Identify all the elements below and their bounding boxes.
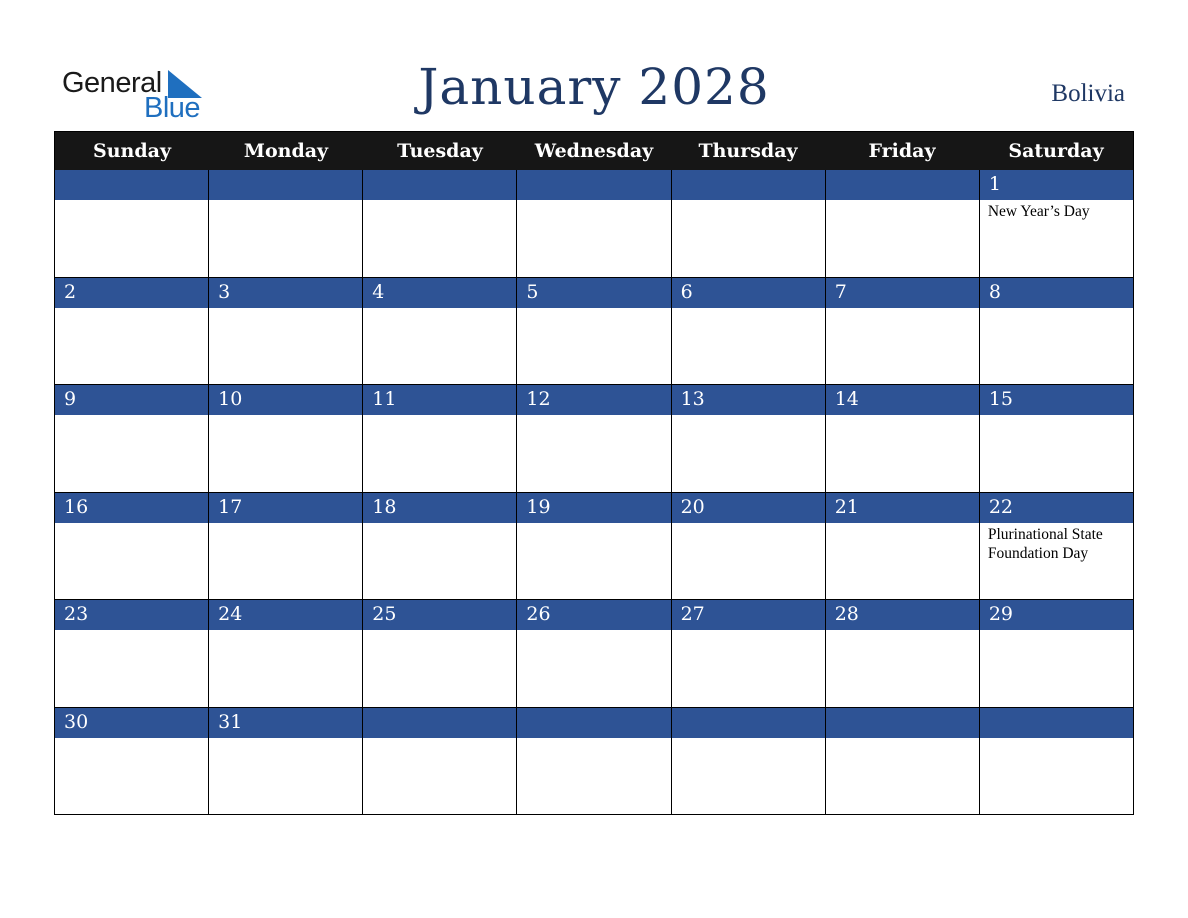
day-number: 3 [209, 278, 362, 308]
day-number: 29 [980, 600, 1133, 630]
calendar-day-cell [208, 385, 362, 493]
holiday-label [980, 630, 1133, 707]
holiday-label [209, 738, 362, 816]
calendar-day-cell [825, 170, 979, 278]
holiday-label [672, 308, 825, 385]
day-number: 23 [55, 600, 208, 630]
calendar-day-cell [825, 708, 979, 816]
weekday-header: Tuesday [397, 140, 483, 162]
day-number: 31 [209, 708, 362, 738]
holiday-label [672, 630, 825, 707]
calendar-day-cell [979, 385, 1133, 493]
calendar-day-cell [362, 385, 516, 493]
holiday-label [980, 415, 1133, 492]
calendar-day-cell [208, 278, 362, 386]
calendar-day-cell [55, 600, 208, 708]
day-number: 21 [826, 493, 979, 523]
holiday-label [517, 523, 670, 600]
calendar-day-cell [979, 708, 1133, 816]
calendar-day-cell [825, 600, 979, 708]
day-number: 2 [55, 278, 208, 308]
day-number [55, 170, 208, 200]
holiday-label [363, 415, 516, 492]
holiday-label [517, 415, 670, 492]
calendar-day-cell [55, 278, 208, 386]
day-number: 15 [980, 385, 1133, 415]
holiday-label [363, 200, 516, 277]
calendar-day-cell [825, 278, 979, 386]
calendar-day-cell [979, 170, 1133, 278]
holiday-label [826, 200, 979, 277]
calendar-day-cell [516, 493, 670, 601]
calendar-day-cell [671, 385, 825, 493]
day-number: 12 [517, 385, 670, 415]
calendar-day-cell [979, 278, 1133, 386]
day-number [517, 708, 670, 738]
day-number: 7 [826, 278, 979, 308]
holiday-label [209, 415, 362, 492]
weekday-header: Sunday [93, 140, 171, 162]
weekday-header: Thursday [698, 140, 798, 162]
weekday-header-row [55, 132, 1133, 170]
day-number: 20 [672, 493, 825, 523]
day-number [363, 708, 516, 738]
calendar-day-cell [825, 385, 979, 493]
calendar-day-cell [671, 708, 825, 816]
day-number: 11 [363, 385, 516, 415]
holiday-label [55, 630, 208, 707]
calendar-day-cell [55, 708, 208, 816]
country-label: Bolivia [1051, 80, 1125, 107]
day-number [672, 170, 825, 200]
holiday-label [826, 523, 979, 600]
holiday-label [209, 523, 362, 600]
calendar-day-cell [208, 708, 362, 816]
calendar-day-cell [671, 278, 825, 386]
day-number: 27 [672, 600, 825, 630]
day-number [672, 708, 825, 738]
day-number: 1 [980, 170, 1133, 200]
holiday-label [209, 630, 362, 707]
holiday-label [55, 415, 208, 492]
holiday-label [55, 523, 208, 600]
calendar-week-row [55, 708, 1133, 816]
holiday-label [363, 630, 516, 707]
calendar-week-row [55, 278, 1133, 386]
calendar-day-cell [362, 278, 516, 386]
calendar-day-cell [55, 493, 208, 601]
calendar-day-cell [362, 708, 516, 816]
day-number: 17 [209, 493, 362, 523]
calendar-day-cell [671, 600, 825, 708]
calendar-day-cell [55, 385, 208, 493]
day-number [517, 170, 670, 200]
holiday-label [517, 308, 670, 385]
calendar-day-cell [362, 493, 516, 601]
holiday-label [209, 200, 362, 277]
calendar-day-cell [516, 278, 670, 386]
weeks-container [55, 170, 1133, 815]
holiday-label [826, 308, 979, 385]
day-number: 9 [55, 385, 208, 415]
calendar-day-cell [671, 170, 825, 278]
day-number [363, 170, 516, 200]
calendar-week-row [55, 385, 1133, 493]
day-number: 6 [672, 278, 825, 308]
day-number: 8 [980, 278, 1133, 308]
calendar-day-cell [671, 493, 825, 601]
holiday-label: Plurinational State Foundation Day [987, 525, 1103, 562]
day-number: 19 [517, 493, 670, 523]
day-number: 18 [363, 493, 516, 523]
holiday-label [980, 308, 1133, 385]
holiday-label [672, 523, 825, 600]
holiday-label [980, 738, 1133, 816]
logo-text-general: General [62, 67, 162, 99]
day-number: 5 [517, 278, 670, 308]
holiday-label [672, 200, 825, 277]
weekday-header: Friday [868, 140, 936, 162]
weekday-header: Wednesday [534, 140, 654, 162]
calendar-day-cell [362, 600, 516, 708]
calendar-day-cell [979, 600, 1133, 708]
holiday-label [209, 308, 362, 385]
day-number [980, 708, 1133, 738]
holiday-label [363, 738, 516, 816]
calendar-title: January 2028 [418, 58, 770, 116]
day-number: 30 [55, 708, 208, 738]
day-number: 25 [363, 600, 516, 630]
weekday-header: Monday [243, 140, 329, 162]
holiday-label [826, 630, 979, 707]
calendar-day-cell [55, 170, 208, 278]
day-number: 16 [55, 493, 208, 523]
day-number: 22 [980, 493, 1133, 523]
day-number: 10 [209, 385, 362, 415]
calendar-day-cell [979, 493, 1133, 601]
holiday-label [672, 415, 825, 492]
holiday-label [55, 200, 208, 277]
holiday-label [55, 308, 208, 385]
day-number: 4 [363, 278, 516, 308]
calendar-day-cell [362, 170, 516, 278]
holiday-label [672, 738, 825, 816]
day-number [826, 170, 979, 200]
calendar-week-row [55, 493, 1133, 601]
calendar-week-row [55, 170, 1133, 278]
holiday-label [826, 415, 979, 492]
holiday-label: New Year’s Day [987, 203, 1090, 220]
day-number: 13 [672, 385, 825, 415]
calendar-day-cell [208, 493, 362, 601]
holiday-label [826, 738, 979, 816]
holiday-label [517, 200, 670, 277]
calendar-day-cell [516, 170, 670, 278]
calendar-day-cell [208, 600, 362, 708]
calendar-week-row [55, 600, 1133, 708]
weekday-header: Saturday [1008, 140, 1104, 162]
logo-text-blue: Blue [144, 92, 201, 124]
day-number: 14 [826, 385, 979, 415]
holiday-label [517, 630, 670, 707]
calendar-grid [54, 131, 1134, 815]
holiday-label [55, 738, 208, 816]
day-number: 24 [209, 600, 362, 630]
holiday-label [517, 738, 670, 816]
day-number [826, 708, 979, 738]
day-number: 28 [826, 600, 979, 630]
calendar-day-cell [516, 385, 670, 493]
calendar-day-cell [208, 170, 362, 278]
calendar-day-cell [516, 600, 670, 708]
calendar-day-cell [516, 708, 670, 816]
day-number [209, 170, 362, 200]
day-number: 26 [517, 600, 670, 630]
holiday-label [363, 523, 516, 600]
holiday-label [363, 308, 516, 385]
calendar-day-cell [825, 493, 979, 601]
